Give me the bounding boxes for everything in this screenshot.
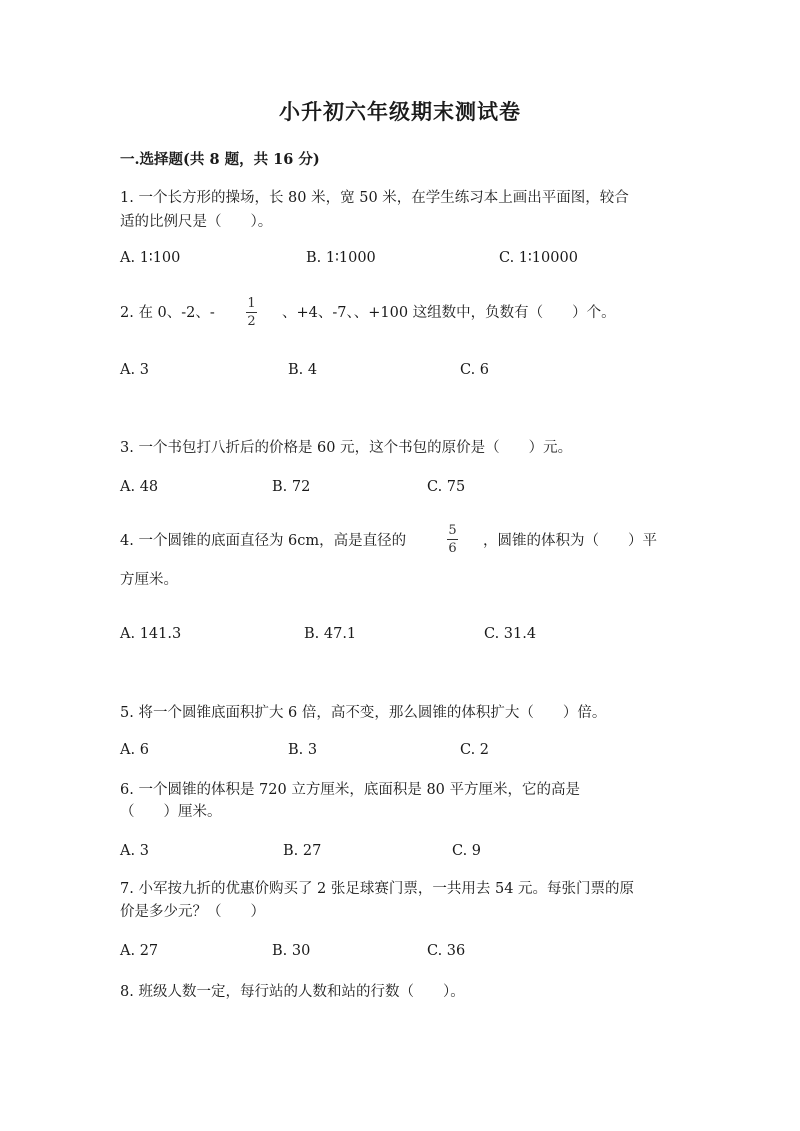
question-5-option-c: C. 2 <box>460 742 490 758</box>
question-6-option-c: C. 9 <box>452 843 482 859</box>
question-1-option-a: A. 1∶100 <box>120 250 181 266</box>
question-3-option-c: C. 75 <box>427 479 466 495</box>
question-8-line-1: 8. 班级人数一定，每行站的人数和站的行数（ ）。 <box>120 984 465 1000</box>
question-5-option-a: A. 6 <box>120 742 149 758</box>
question-3-option-a: A. 48 <box>120 479 159 495</box>
question-3-option-b: B. 72 <box>272 479 311 495</box>
fraction-bar <box>447 539 458 540</box>
question-4-text-after: ，圆锥的体积为（ ）平 <box>483 533 657 549</box>
question-1-line-1: 1. 一个长方形的操场，长 80 米，宽 50 米，在学生练习本上画出平面图，较合 <box>120 190 629 206</box>
section-heading: 一.选择题(共 8 题，共 16 分) <box>120 151 320 168</box>
question-6-line-2: （ ）厘米。 <box>120 804 222 820</box>
fraction-denominator: 2 <box>247 314 256 329</box>
question-7-line-2: 价是多少元？（ ） <box>120 904 265 920</box>
question-4-option-b: B. 47.1 <box>304 626 357 642</box>
question-2-fraction <box>246 297 257 328</box>
page-title: 小升初六年级期末测试卷 <box>279 99 521 124</box>
fraction-bar <box>246 312 257 313</box>
question-7-option-b: B. 30 <box>272 943 311 959</box>
question-4-option-a: A. 141.3 <box>120 626 182 642</box>
question-1-option-c: C. 1∶10000 <box>499 250 578 266</box>
question-7-option-a: A. 27 <box>120 943 159 959</box>
question-5-line-1: 5. 将一个圆锥底面积扩大 6 倍，高不变，那么圆锥的体积扩大（ ）倍。 <box>120 705 607 721</box>
question-5-option-b: B. 3 <box>288 742 318 758</box>
question-2-option-a: A. 3 <box>120 362 149 378</box>
fraction-numerator: 1 <box>247 296 256 311</box>
question-2-option-c: C. 6 <box>460 362 490 378</box>
fraction-denominator: 6 <box>448 541 457 556</box>
question-1-line-2: 适的比例尺是（ ）。 <box>120 214 273 230</box>
question-6-line-1: 6. 一个圆锥的体积是 720 立方厘米，底面积是 80 平方厘米，它的高是 <box>120 782 581 798</box>
question-4-fraction <box>447 524 458 555</box>
question-4-line-2: 方厘米。 <box>120 572 178 588</box>
question-2-text-after: 、+4、-7、、+100 这组数中，负数有（ ）个。 <box>282 305 616 321</box>
question-6-option-a: A. 3 <box>120 843 149 859</box>
question-1-option-b: B. 1∶1000 <box>306 250 376 266</box>
question-2-option-b: B. 4 <box>288 362 318 378</box>
fraction-numerator: 5 <box>448 523 457 538</box>
question-7-option-c: C. 36 <box>427 943 466 959</box>
question-6-option-b: B. 27 <box>283 843 322 859</box>
question-4-option-c: C. 31.4 <box>484 626 537 642</box>
question-3-line-1: 3. 一个书包打八折后的价格是 60 元，这个书包的原价是（ ）元。 <box>120 440 573 456</box>
question-2-text-before: 2. 在 0、-2、- <box>120 305 215 321</box>
question-7-line-1: 7. 小军按九折的优惠价购买了 2 张足球赛门票，一共用去 54 元。每张门票的原 <box>120 881 635 897</box>
question-4-text-before: 4. 一个圆锥的底面直径为 6cm，高是直径的 <box>120 533 407 549</box>
